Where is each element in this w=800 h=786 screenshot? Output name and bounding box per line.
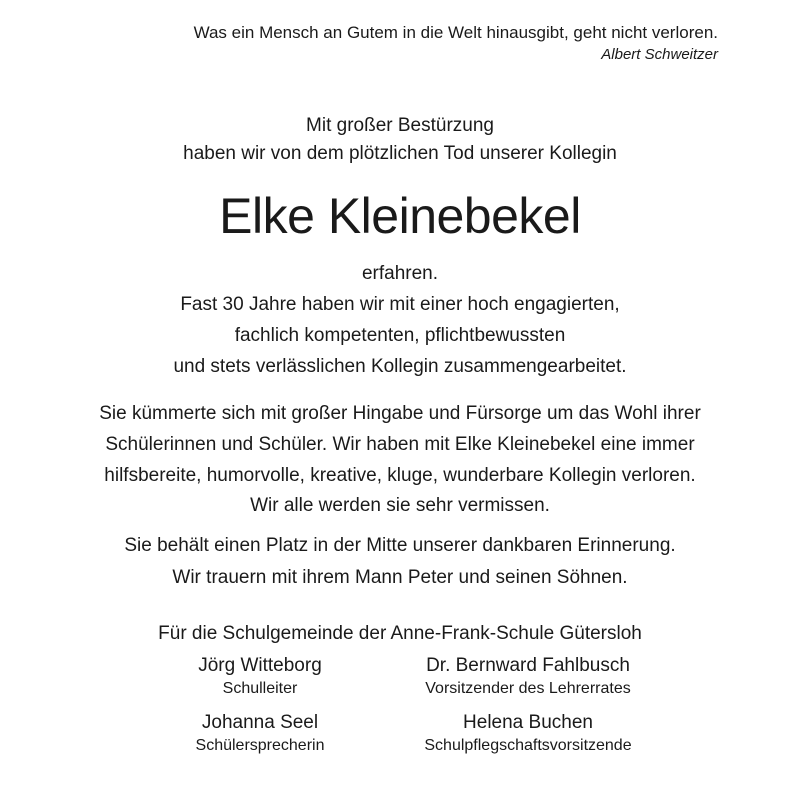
tribute-line: hilfsbereite, humorvolle, kreative, kluge, wunderbare Kollegin verloren. xyxy=(104,465,696,486)
signatory xyxy=(378,711,678,757)
signatory-name: Johanna Seel xyxy=(201,712,319,733)
school-line: Für die Schulgemeinde der Anne-Frank-Schule Gütersloh xyxy=(158,623,642,644)
miss-line: Wir alle werden sie sehr vermissen. xyxy=(250,495,550,516)
epigraph-author: Albert Schweitzer xyxy=(601,46,718,63)
signatory xyxy=(110,711,410,757)
body-line: erfahren. xyxy=(361,263,439,284)
signatory-name: Jörg Witteborg xyxy=(198,655,322,676)
body-line: fachlich kompetenten, pflichtbewussten xyxy=(234,325,566,346)
tribute-paragraph xyxy=(0,398,800,491)
mourn-line: Wir trauern mit ihrem Mann Peter und seinen Söhnen. xyxy=(172,567,628,588)
signatory-role: Vorsitzender des Lehrerrates xyxy=(425,680,631,697)
epigraph-quote: Was ein Mensch an Gutem in die Welt hinausgibt, geht nicht verloren. xyxy=(193,23,718,42)
body-line: und stets verlässlichen Kollegin zusammengearbeitet. xyxy=(173,356,627,377)
memory-line: Sie behält einen Platz in der Mitte unserer dankbaren Erinnerung. xyxy=(124,535,676,556)
signatory-name: Helena Buchen xyxy=(463,712,593,733)
tribute-line: Sie kümmerte sich mit großer Hingabe und Fürsorge um das Wohl ihrer xyxy=(99,403,701,424)
epigraph xyxy=(0,22,718,66)
deceased-name: Elke Kleinebekel xyxy=(219,188,581,244)
tribute-line: Schülerinnen und Schüler. Wir haben mit Elke Kleinebekel eine immer xyxy=(105,434,695,455)
signatory xyxy=(110,654,410,700)
signatory-role: Schulleiter xyxy=(222,680,298,697)
signatory xyxy=(378,654,678,700)
body-line: Fast 30 Jahre haben wir mit einer hoch engagierten, xyxy=(180,294,620,315)
intro-line: Mit großer Bestürzung xyxy=(306,115,494,136)
intro-text xyxy=(0,112,800,168)
signatory-role: Schulpflegschaftsvorsitzende xyxy=(424,737,632,754)
signatory-name: Dr. Bernward Fahlbusch xyxy=(426,655,630,676)
signatory-role: Schülersprecherin xyxy=(195,737,325,754)
body-paragraph xyxy=(0,258,800,382)
intro-line: haben wir von dem plötzlichen Tod unserer Kollegin xyxy=(183,143,617,164)
